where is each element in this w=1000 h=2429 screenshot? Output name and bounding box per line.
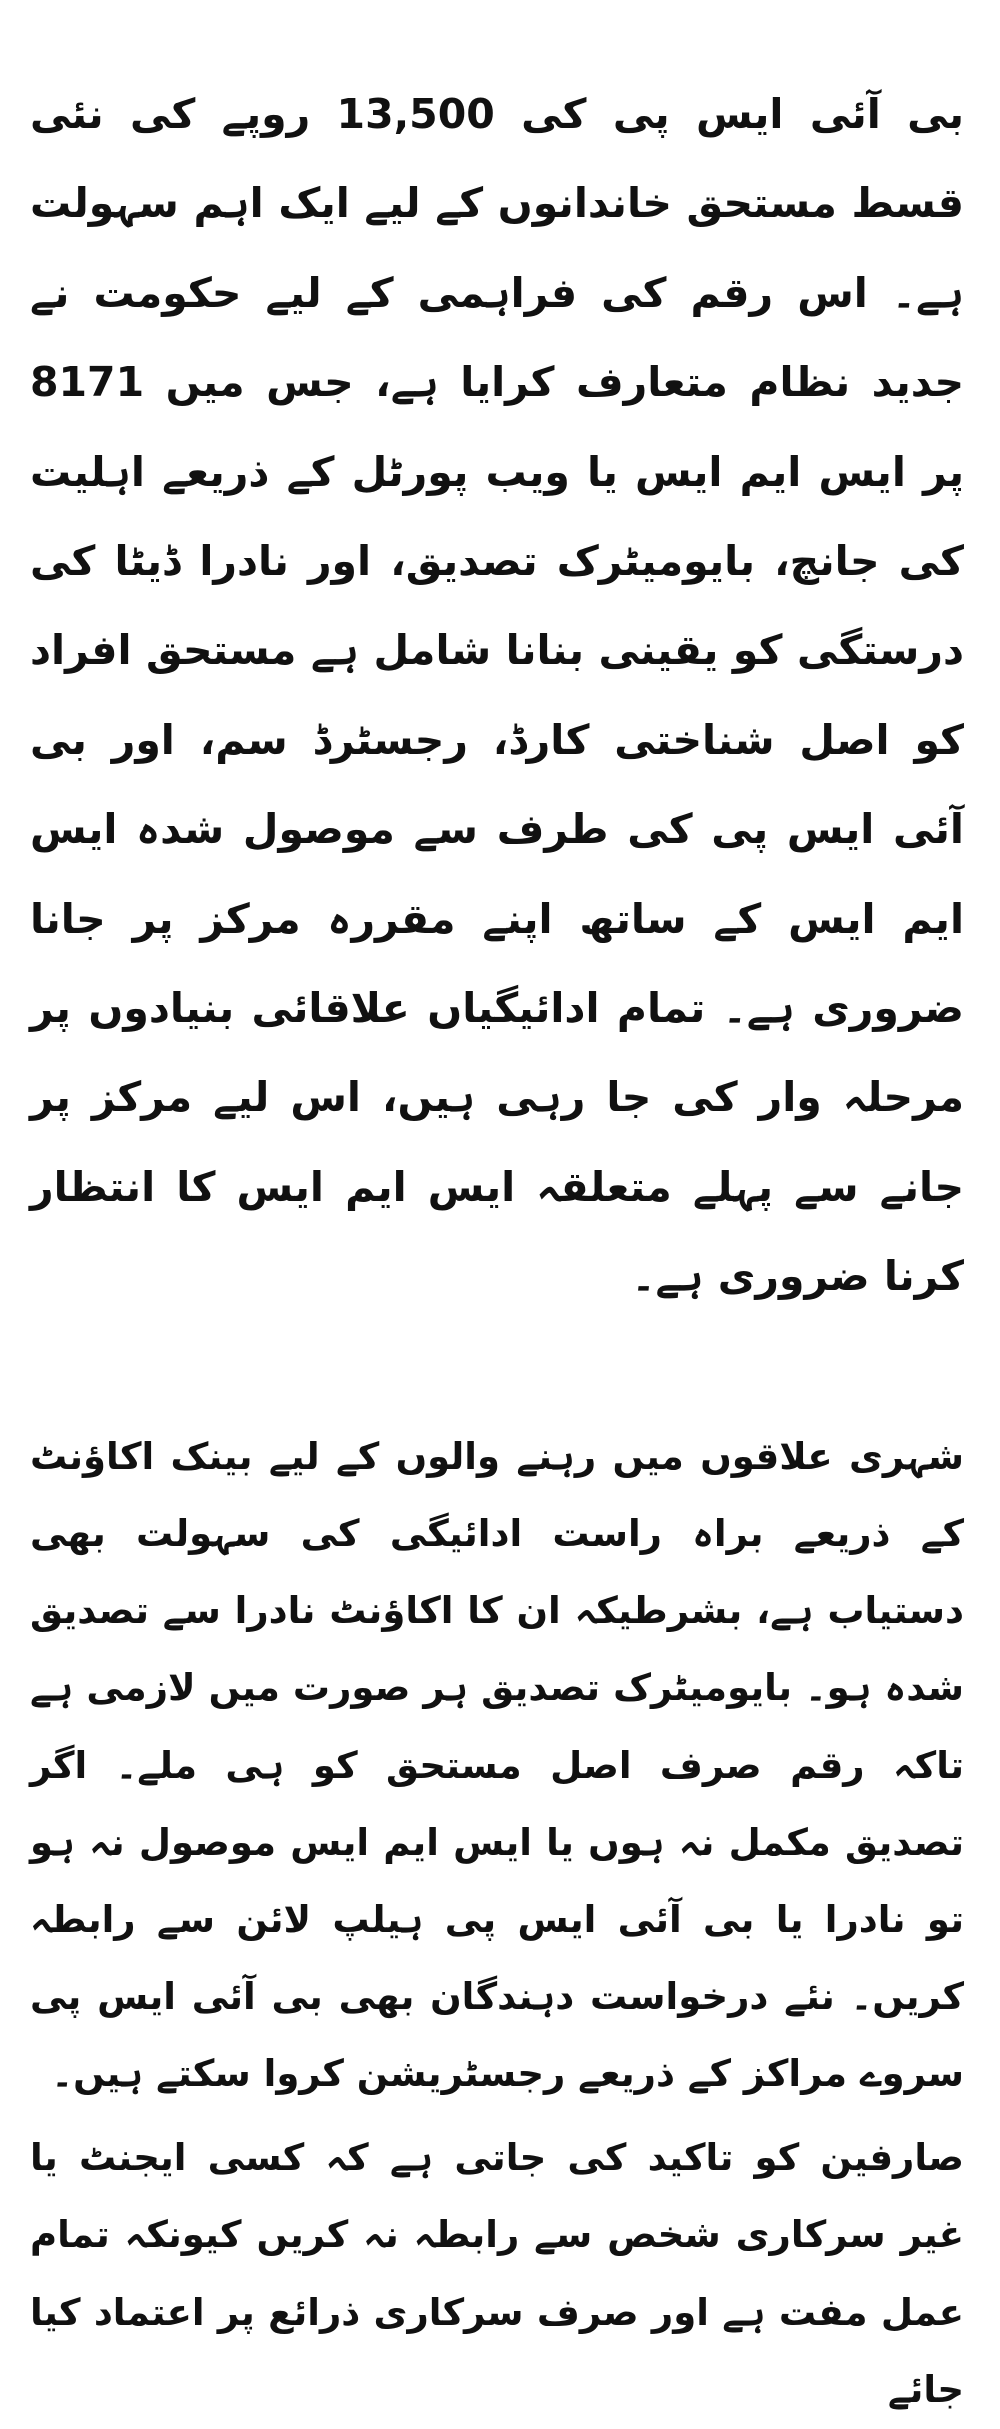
paragraph-spacer (30, 1322, 964, 1418)
paragraph-bisp-installment: بی آئی ایس پی کی 13,500 روپے کی نئی قسط مستحق خاندانوں کے لیے ایک اہم سہولت ہے۔ اس رقم کی فراہمی کے لیے حکومت نے جدید نظام متعارف کرایا ہے، جس میں 8171 پر ایس ایم ایس یا ویب پورٹل کے ذریعے اہلیت کی جانچ، بایومیٹرک تصدیق، اور نادرا ڈیٹا کی درستگی کو یقینی بنانا شامل ہے مستحق افراد کو اصل شناختی کارڈ، رجسٹرڈ سم، اور بی آئی ایس پی کی طرف سے موصول شدہ ایس ایم ایس کے ساتھ اپنے مقررہ مرکز پر جانا ضروری ہے۔ تمام ادائیگیاں علاقائی بنیادوں پر مرحلہ وار کی جا رہی ہیں، اس لیے مرکز پر جانے سے پہلے متعلقہ ایس ایم ایس کا انتظار کرنا ضروری ہے۔ (30, 90, 965, 1301)
paragraph-agent-warning: صارفین کو تاکید کی جاتی ہے کہ کسی ایجنٹ یا غیر سرکاری شخص سے رابطہ نہ کریں کیونکہ تمام عمل مفت ہے اور صرف سرکاری ذرائع پر اعتماد کیا جائے (30, 2135, 964, 2412)
paragraph-urban-bank-payment: شہری علاقوں میں رہنے والوں کے لیے بینک اکاؤنٹ کے ذریعے براہ راست ادائیگی کی سہولت بھی دستیاب ہے، بشرطیکہ ان کا اکاؤنٹ نادرا سے تصدیق شدہ ہو۔ بایومیٹرک تصدیق ہر صورت میں لازمی ہے تاکہ رقم صرف اصل مستحق کو ہی ملے۔ اگر تصدیق مکمل نہ ہوں یا ایس ایم ایس موصول نہ ہو تو نادرا یا بی آئی ایس پی ہیلپ لائن سے رابطہ کریں۔ نئے درخواست دہندگان بھی بی آئی ایس پی سروے مراکز کے ذریعے رجسٹریشن کروا سکتے ہیں۔ (30, 1434, 964, 2096)
